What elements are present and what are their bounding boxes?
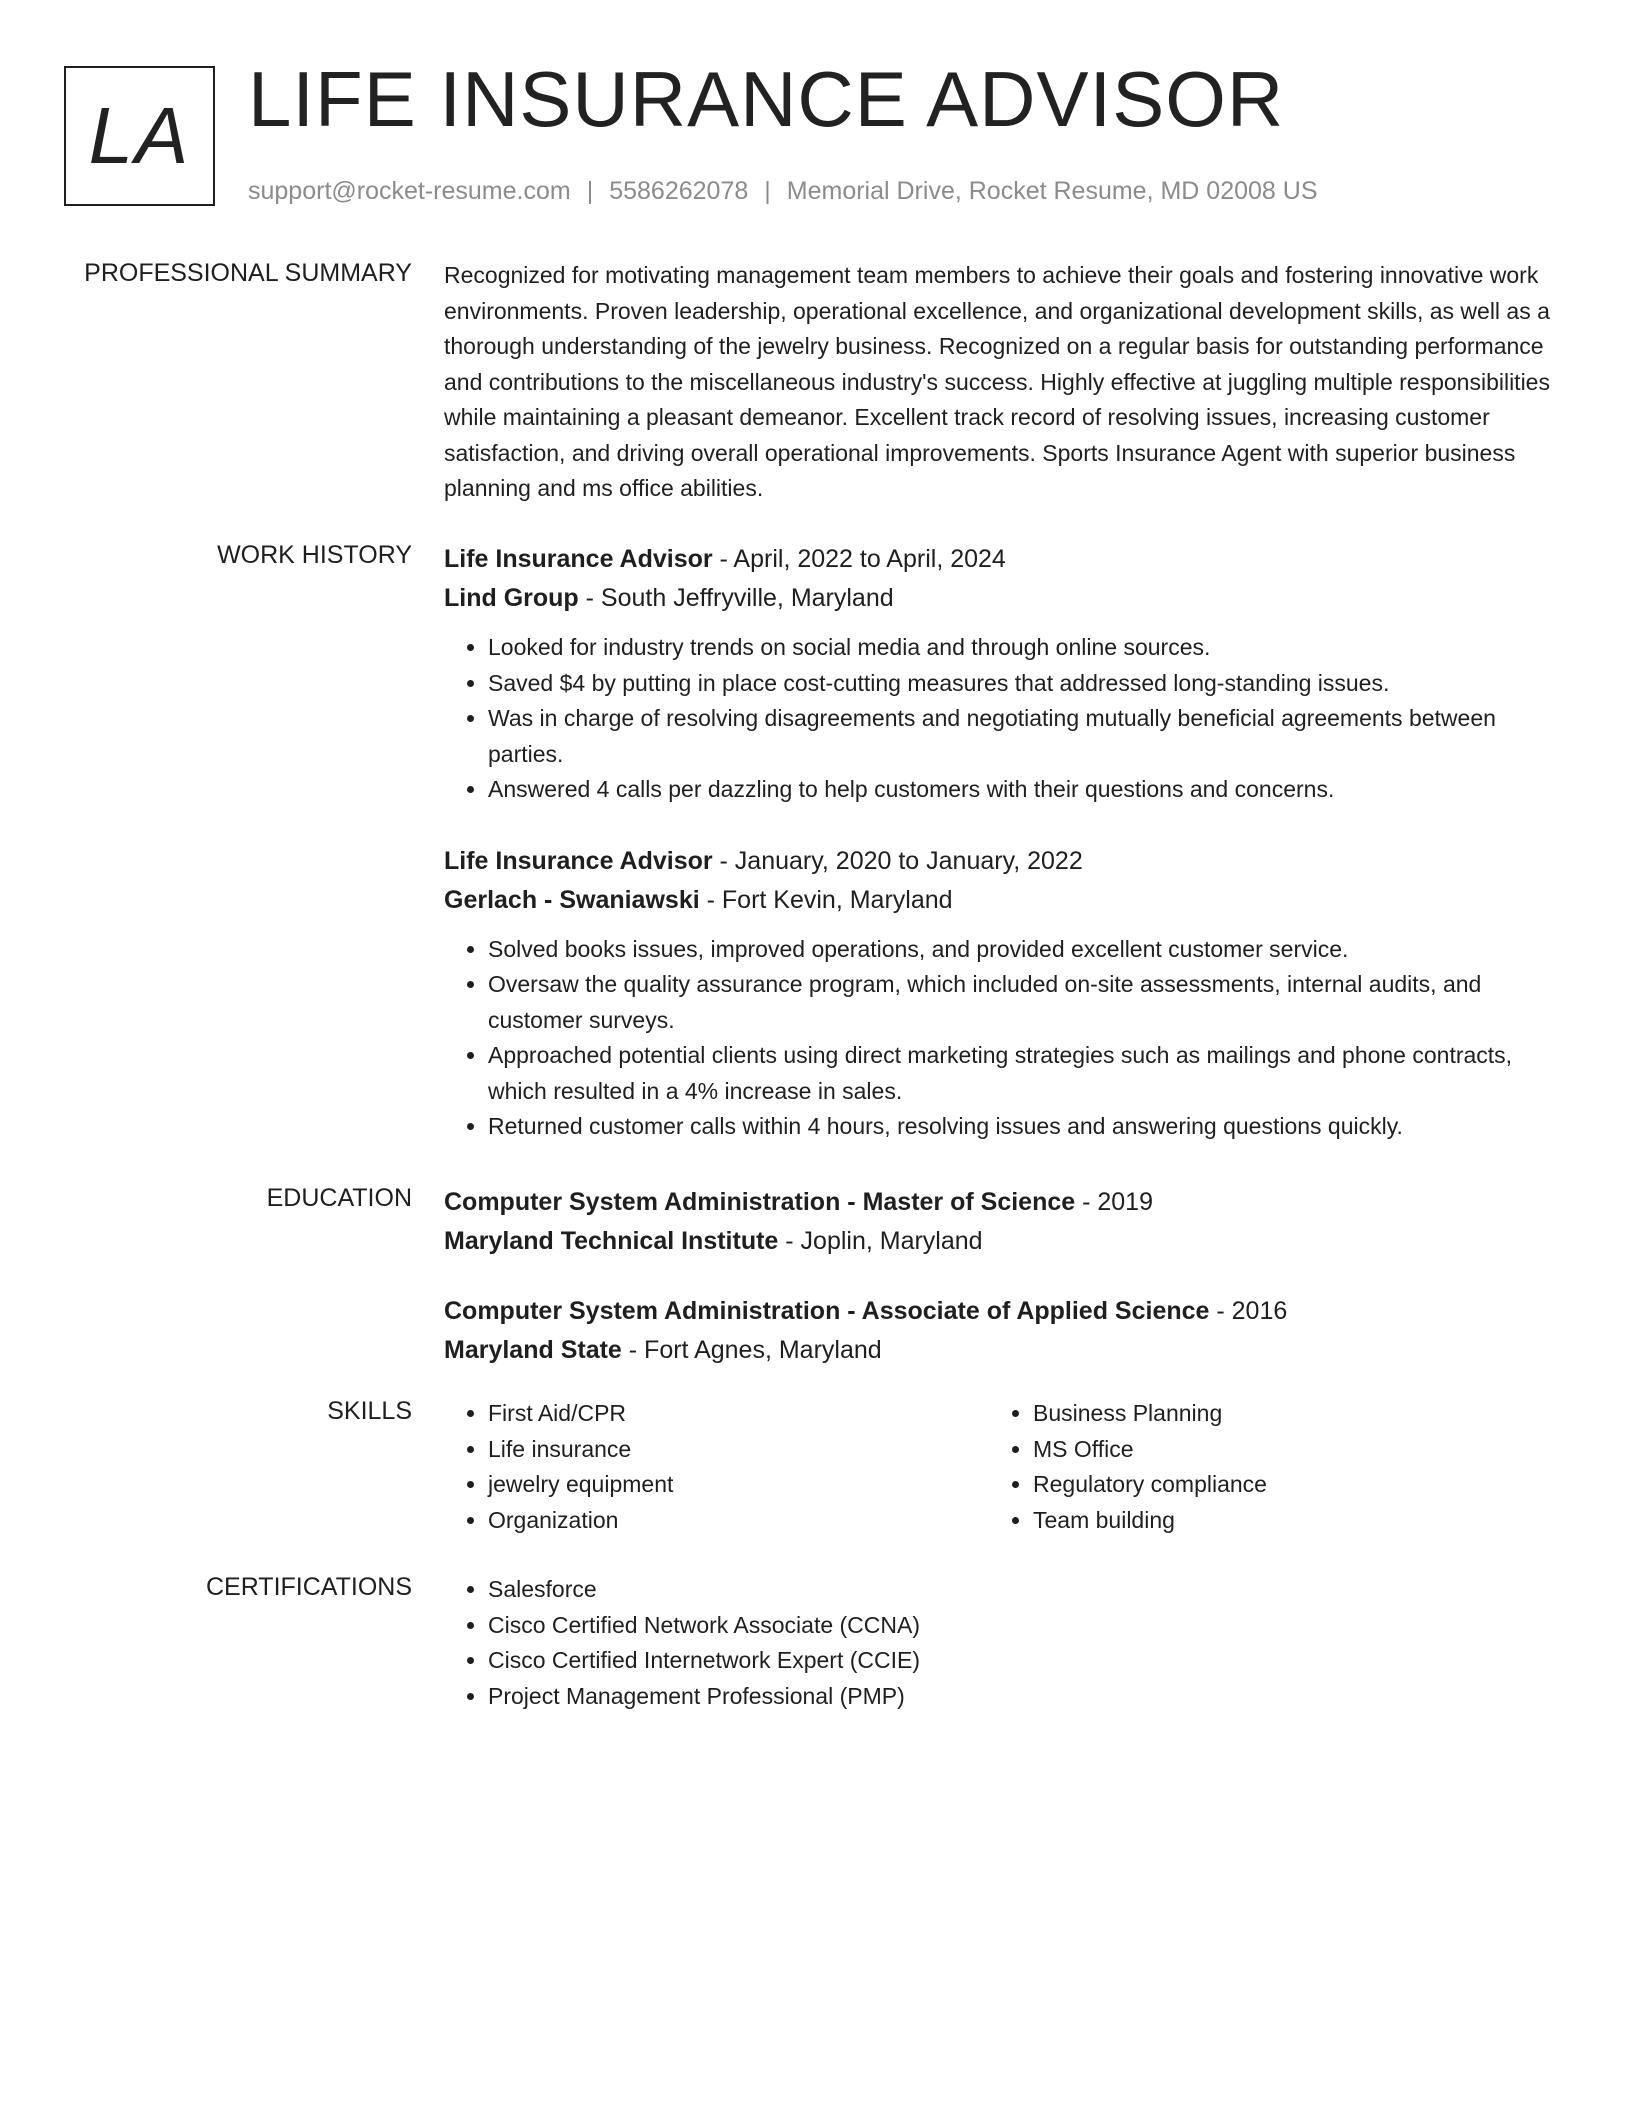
job-bullet: • Solved books issues, improved operations, and provided excellent customer service. <box>488 932 1554 968</box>
job-dates: - April, 2022 to April, 2024 <box>712 545 1006 573</box>
edu-school: Maryland State <box>444 1336 622 1364</box>
contact-email: support@rocket-resume.com <box>248 177 571 205</box>
skills-body <box>444 1396 1554 1538</box>
certifications-list <box>444 1572 1554 1714</box>
job-heading <box>444 540 1554 579</box>
job-company: Gerlach - Swaniawski <box>444 885 700 914</box>
job-entry <box>444 540 1554 808</box>
skill-item: • MS Office <box>1033 1432 1534 1468</box>
skills-list <box>444 1396 989 1538</box>
job-bullet: • Saved $4 by putting in place cost-cutting measures that addressed long-standing issues. <box>488 666 1554 702</box>
contact-separator: | <box>764 177 771 205</box>
edu-year: - 2016 <box>1209 1297 1288 1325</box>
skill-item: • Business Planning <box>1033 1396 1534 1432</box>
edu-school: Maryland Technical Institute <box>444 1227 779 1255</box>
job-bullet: • Returned customer calls within 4 hours, resolving issues and answering questions quickly. <box>488 1109 1554 1145</box>
work-body <box>444 540 1554 1145</box>
section-label-work: WORK HISTORY <box>217 541 412 569</box>
job-bullet: • Looked for industry trends on social media and through online sources. <box>488 630 1554 666</box>
education-body <box>444 1183 1554 1370</box>
skills-grid <box>444 1396 1554 1538</box>
job-title: Life Insurance Advisor <box>444 846 713 875</box>
edu-degree: Computer System Administration - Associate of Applied Science <box>444 1297 1210 1325</box>
job-entry <box>444 842 1554 1145</box>
skill-item: • First Aid/CPR <box>488 1396 989 1432</box>
job-bullet: • Approached potential clients using direct marketing strategies such as mailings and phone contracts, which resulted in a 4% increase in sales. <box>488 1038 1554 1109</box>
edu-heading <box>444 1292 1554 1331</box>
certification-item: • Cisco Certified Network Associate (CCNA) <box>488 1608 1554 1644</box>
edu-degree: Computer System Administration - Master of Science <box>444 1188 1076 1216</box>
skill-item: • jewelry equipment <box>488 1467 989 1503</box>
edu-institution <box>444 1331 1554 1370</box>
contact-line <box>248 176 1318 206</box>
contact-separator: | <box>586 177 594 205</box>
education-entry <box>444 1292 1554 1370</box>
edu-location: - Joplin, Maryland <box>778 1227 983 1255</box>
section-label-education: EDUCATION <box>266 1184 412 1212</box>
edu-location: - Fort Agnes, Maryland <box>621 1336 882 1364</box>
job-title: Life Insurance Advisor <box>444 545 713 573</box>
certification-item: • Project Management Professional (PMP) <box>488 1679 1554 1715</box>
job-bullet: • Was in charge of resolving disagreements and negotiating mutually beneficial agreements between parties. <box>488 701 1554 772</box>
job-heading <box>444 842 1554 881</box>
summary-body <box>444 258 1554 507</box>
skill-item: • Regulatory compliance <box>1033 1467 1534 1503</box>
job-location: - South Jeffryville, Maryland <box>578 584 894 612</box>
job-bullet: • Answered 4 calls per dazzling to help customers with their questions and concerns. <box>488 772 1554 808</box>
contact-address: Memorial Drive, Rocket Resume, MD 02008 US <box>786 177 1318 205</box>
skills-column-left <box>444 1396 989 1538</box>
section-label-certifications: CERTIFICATIONS <box>205 1573 412 1601</box>
certification-item: • Cisco Certified Internetwork Expert (CCIE) <box>488 1643 1554 1679</box>
skills-list <box>989 1396 1534 1538</box>
skill-item: • Life insurance <box>488 1432 989 1468</box>
monogram-box <box>64 66 215 206</box>
job-location: - Fort Kevin, Maryland <box>699 885 953 914</box>
job-employer <box>444 881 1554 920</box>
resume-title: LIFE INSURANCE ADVISOR <box>248 55 1285 143</box>
skill-item: • Team building <box>1033 1503 1534 1539</box>
edu-institution <box>444 1222 1554 1261</box>
job-bullet: • Oversaw the quality assurance program, which included on-site assessments, internal audits, and customer surveys. <box>488 967 1554 1038</box>
monogram-initials: LA <box>88 91 191 180</box>
certifications-body <box>444 1572 1554 1714</box>
certification-item: • Salesforce <box>488 1572 1554 1608</box>
edu-year: - 2019 <box>1075 1188 1153 1216</box>
job-employer <box>444 579 1554 618</box>
education-entry <box>444 1183 1554 1261</box>
section-label-summary: PROFESSIONAL SUMMARY <box>84 259 412 287</box>
edu-heading <box>444 1183 1554 1222</box>
job-bullets <box>444 932 1554 1145</box>
job-company: Lind Group <box>444 584 579 612</box>
job-bullets <box>444 630 1554 808</box>
section-label-skills: SKILLS <box>327 1397 412 1425</box>
skills-column-right <box>989 1396 1534 1538</box>
contact-phone: 5586262078 <box>609 177 749 205</box>
summary-text: Recognized for motivating management team members to achieve their goals and fostering innovative work environments. Proven leadership, operational excellence, and organizational development skills, as well as a thorough understanding of the jewelry business. Recognized on a regular basis for outstanding performance and contributions to the miscellaneous industry's success. Highly effective at juggling multiple responsibilities while maintaining a pleasant demeanor. Excellent track record of resolving issues, increasing customer satisfaction, and driving overall operational improvements. Sports Insurance Agent with superior business planning and ms office abilities. <box>444 262 1550 501</box>
skill-item: • Organization <box>488 1503 989 1539</box>
job-dates: - January, 2020 to January, 2022 <box>712 846 1083 875</box>
